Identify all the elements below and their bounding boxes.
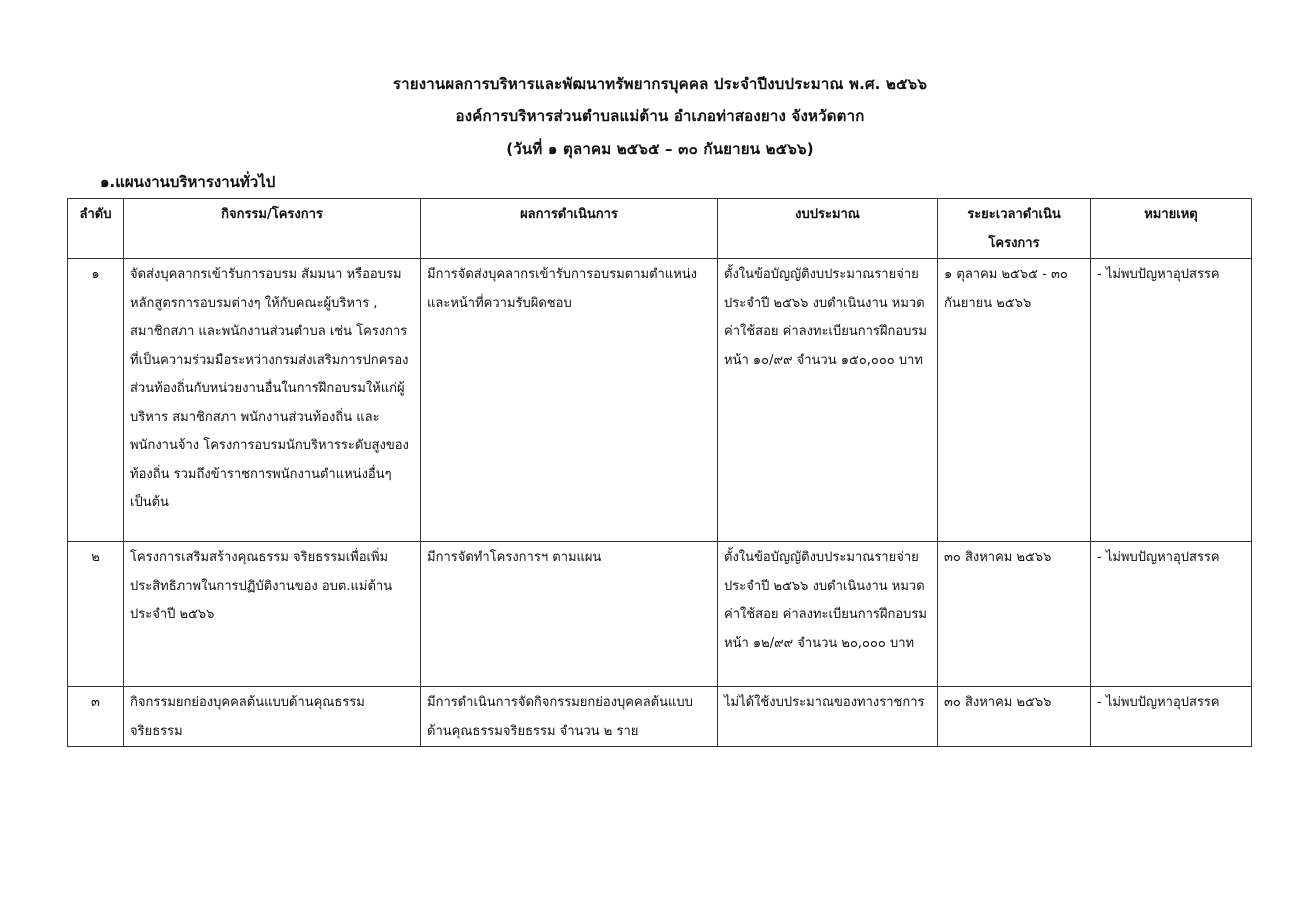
table-row <box>68 259 1252 542</box>
report-period: (วันที่ ๑ ตุลาคม ๒๕๖๕ – ๓๐ กันยายน ๒๕๖๖) <box>506 140 814 158</box>
table-row <box>68 542 1252 687</box>
row-note: - ไม่พบปัญหาอุปสรรค <box>1091 687 1252 747</box>
row-no: ๑ <box>68 259 124 542</box>
row-activity: โครงการเสริมสร้างคุณธรรม จริยธรรมเพื่อเพิ่มประสิทธิภาพในการปฏิบัติงานของ อบต.แม่ต้าน ประจำปี ๒๕๖๖ <box>124 542 421 687</box>
row-period: ๓๐ สิงหาคม ๒๕๖๖ <box>938 687 1091 747</box>
row-budget: ตั้งในข้อบัญญัติงบประมาณรายจ่ายประจำปี ๒๕๖๖ งบดำเนินงาน หมวดค่าใช้สอย ค่าลงทะเบียนการฝึกอบรม หน้า ๑๐/๙๙ จำนวน ๑๕๐,๐๐๐ บาท <box>718 259 938 542</box>
row-budget: ไม่ได้ใช้งบประมาณของทางราชการ <box>718 687 938 747</box>
header-activity: กิจกรรม/โครงการ <box>124 199 421 259</box>
header-no: ลำดับ <box>68 199 124 259</box>
report-table <box>67 198 1252 747</box>
row-no: ๓ <box>68 687 124 747</box>
table-row <box>68 687 1252 747</box>
header-budget: งบประมาณ <box>718 199 938 259</box>
organization-name: องค์การบริหารส่วนตำบลแม่ต้าน อำเภอท่าสองยาง จังหวัดตาก <box>455 107 865 125</box>
section-heading: ๑.แผนงานบริหารงานทั่วไป <box>100 173 276 191</box>
row-period: ๓๐ สิงหาคม ๒๕๖๖ <box>938 542 1091 687</box>
row-activity: กิจกรรมยกย่องบุคคลต้นแบบด้านคุณธรรมจริยธรรม <box>124 687 421 747</box>
header-result: ผลการดำเนินการ <box>421 199 718 259</box>
report-title: รายงานผลการบริหารและพัฒนาทรัพยากรบุคคล ประจำปีงบประมาณ พ.ศ. ๒๕๖๖ <box>392 75 928 93</box>
row-note: - ไม่พบปัญหาอุปสรรค <box>1091 542 1252 687</box>
row-result: มีการจัดส่งบุคลากรเข้ารับการอบรมตามตำแหน่งและหน้าที่ความรับผิดชอบ <box>421 259 718 542</box>
table-header-row <box>68 199 1252 259</box>
row-no: ๒ <box>68 542 124 687</box>
row-result: มีการดำเนินการจัดกิจกรรมยกย่องบุคคลต้นแบบด้านคุณธรรมจริยธรรม จำนวน ๒ ราย <box>421 687 718 747</box>
row-activity: จัดส่งบุคลากรเข้ารับการอบรม สัมมนา หรืออบรมหลักสูตรการอบรมต่างๆ ให้กับคณะผู้บริหาร , สมาชิกสภา และพนักงานส่วนตำบล เช่น โครงการที่เป็นความร่วมมือระหว่างกรมส่งเสริมการปกครองส่วนท้องถิ่นกับหน่วยงานอื่นในการฝึกอบรมให้แก่ผู้บริหาร สมาชิกสภา พนักงานส่วนท้องถิ่น และพนักงานจ้าง โครงการอบรมนักบริหารระดับสูงของท้องถิ่น รวมถึงข้าราชการพนักงานตำแหน่งอื่นๆ เป็นต้น <box>124 259 421 542</box>
header-note: หมายเหตุ <box>1091 199 1252 259</box>
row-period: ๑ ตุลาคม ๒๕๖๕ - ๓๐ กันยายน ๒๕๖๖ <box>938 259 1091 542</box>
row-note: - ไม่พบปัญหาอุปสรรค <box>1091 259 1252 542</box>
header-period: ระยะเวลาดำเนินโครงการ <box>938 199 1091 259</box>
row-budget: ตั้งในข้อบัญญัติงบประมาณรายจ่ายประจำปี ๒๕๖๖ งบดำเนินงาน หมวดค่าใช้สอย ค่าลงทะเบียนการฝึกอบรม หน้า ๑๒/๙๙ จำนวน ๒๐,๐๐๐ บาท <box>718 542 938 687</box>
row-result: มีการจัดทำโครงการฯ ตามแผน <box>421 542 718 687</box>
